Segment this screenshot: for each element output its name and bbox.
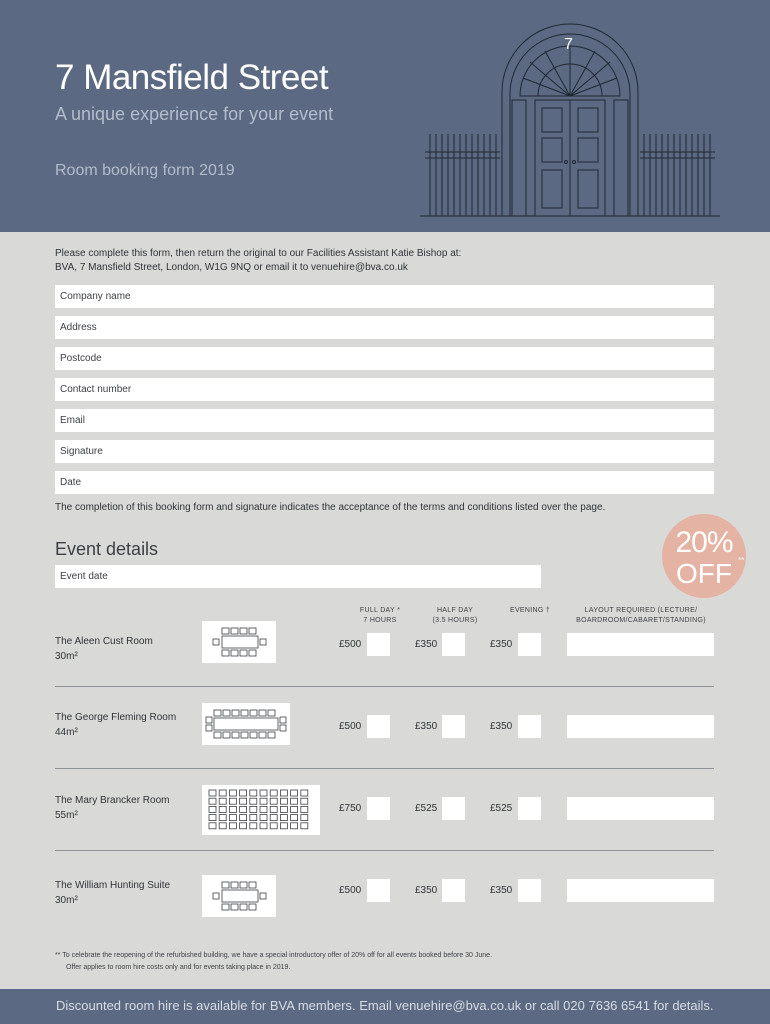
half-day-checkbox[interactable] [442, 879, 465, 902]
seat-icon [291, 806, 298, 812]
discount-badge [662, 514, 746, 598]
room-name: The George Fleming Room [55, 712, 177, 723]
date-field[interactable] [55, 471, 714, 494]
seat-icon [209, 815, 216, 821]
seat-icon [229, 806, 236, 812]
footnote [55, 950, 492, 974]
contact-number-field[interactable] [55, 378, 714, 401]
row-divider [55, 686, 714, 687]
evening-checkbox[interactable] [518, 797, 541, 820]
seat-icon [250, 806, 257, 812]
event-date-field[interactable] [55, 565, 541, 588]
seat-icon [240, 806, 247, 812]
seat-icon [219, 815, 226, 821]
seat-icon [291, 798, 298, 804]
layout-required-field[interactable] [567, 879, 714, 902]
boardroom-layout-thumbnail [202, 621, 276, 663]
page-title: 7 Mansfield Street [55, 58, 329, 97]
price-half-day: £350 [415, 885, 438, 896]
layout-required-field[interactable] [567, 797, 714, 820]
col-header-half-day [420, 606, 490, 626]
room-name: The William Hunting Suite [55, 880, 171, 891]
seat-icon [260, 790, 267, 796]
field-label: Contact number [60, 384, 132, 395]
event-details-heading: Event details [55, 539, 159, 559]
lecture-layout-thumbnail [202, 785, 320, 835]
seat-icon [301, 798, 308, 804]
layout-required-field[interactable] [567, 715, 714, 738]
price-evening: £350 [490, 639, 513, 650]
seat-icon [219, 823, 226, 829]
room-row-george-fleming [55, 710, 176, 740]
company-name-field[interactable] [55, 285, 714, 308]
seat-icon [240, 798, 247, 804]
seat-icon [209, 798, 216, 804]
evening-checkbox[interactable] [518, 879, 541, 902]
seat-icon [260, 823, 267, 829]
seat-icon [219, 790, 226, 796]
col-full-day: FULL DAY * [359, 607, 401, 614]
seat-icon [240, 815, 247, 821]
address-field[interactable] [55, 316, 714, 339]
seat-icon [280, 823, 287, 829]
seat-icon [250, 823, 257, 829]
email-field[interactable] [55, 409, 714, 432]
full-day-checkbox[interactable] [367, 797, 390, 820]
field-label: Postcode [60, 353, 102, 364]
room-row-mary-brancker [55, 793, 169, 823]
field-label: Email [60, 415, 86, 426]
seat-icon [219, 806, 226, 812]
seat-icon [240, 823, 247, 829]
price-evening: £350 [490, 885, 513, 896]
col-evening: EVENING † [509, 607, 551, 614]
seat-icon [229, 815, 236, 821]
price-full-day: £500 [339, 721, 362, 732]
footer-banner [0, 989, 770, 1024]
seat-icon [291, 823, 298, 829]
badge-stars: ** [738, 556, 745, 565]
seat-icon [270, 790, 277, 796]
price-evening: £350 [490, 721, 513, 732]
seat-icon [270, 815, 277, 821]
seat-icon [229, 798, 236, 804]
seat-icon [270, 823, 277, 829]
intro-line-1: Please complete this form, then return the original to our Facilities Assistant Katie Bishop at: [55, 248, 462, 259]
seat-icon [270, 798, 277, 804]
badge-off: OFF [676, 558, 732, 589]
col-header-layout [560, 606, 722, 626]
col-half-day: HALF DAY [436, 607, 474, 614]
seat-icon [209, 823, 216, 829]
full-day-checkbox[interactable] [367, 715, 390, 738]
col-layout-sub: BOARDROOM/CABARET/STANDING) [576, 617, 706, 624]
room-name: The Aleen Cust Room [55, 636, 153, 647]
room-row-aleen-cust [55, 634, 153, 664]
seat-icon [280, 790, 287, 796]
seat-icon [260, 815, 267, 821]
room-name: The Mary Brancker Room [55, 795, 170, 806]
field-label: Date [60, 477, 82, 488]
seat-icon [250, 815, 257, 821]
evening-checkbox[interactable] [518, 633, 541, 656]
row-divider [55, 768, 714, 769]
room-row-william-hunting [55, 878, 170, 908]
field-label: Signature [60, 446, 103, 457]
terms-notice: The completion of this booking form and signature indicates the acceptance of the terms and conditions listed over the page. [55, 502, 606, 513]
room-size: 30m² [55, 895, 78, 906]
price-half-day: £350 [415, 721, 438, 732]
seat-icon [280, 806, 287, 812]
field-label: Company name [60, 291, 131, 302]
door-number: 7 [564, 36, 573, 53]
price-half-day: £525 [415, 803, 438, 814]
seat-icon [301, 815, 308, 821]
seat-icon [280, 798, 287, 804]
seat-icon [229, 823, 236, 829]
seat-icon [280, 815, 287, 821]
seat-icon [260, 806, 267, 812]
boardroom-layout-thumbnail [202, 875, 276, 917]
seat-icon [301, 790, 308, 796]
seat-icon [291, 815, 298, 821]
footnote-line-1: ** To celebrate the reopening of the refurbished building, we have a special introductory offer of 20% off for all events booked before 30 June. [55, 952, 493, 959]
footer-text: Discounted room hire is available for BVA members. Email venuehire@bva.co.uk or call 020 7636 6541 for details. [56, 998, 714, 1013]
col-header-evening [500, 606, 560, 616]
half-day-checkbox[interactable] [442, 633, 465, 656]
price-evening: £525 [490, 803, 513, 814]
full-day-checkbox[interactable] [367, 879, 390, 902]
seat-icon [240, 790, 247, 796]
seat-icon [229, 790, 236, 796]
col-layout: LAYOUT REQUIRED (LECTURE/ [584, 607, 698, 614]
layout-required-field[interactable] [567, 633, 714, 656]
full-day-checkbox[interactable] [367, 633, 390, 656]
field-label: Address [60, 322, 97, 333]
intro-line-2: BVA, 7 Mansfield Street, London, W1G 9NQ or email it to venuehire@bva.co.uk [55, 262, 408, 273]
seat-icon [250, 798, 257, 804]
field-label: Event date [60, 571, 108, 582]
price-full-day: £500 [339, 639, 362, 650]
page-subtitle: A unique experience for your event [55, 104, 334, 124]
seat-icon [219, 798, 226, 804]
seat-icon [301, 823, 308, 829]
room-size: 55m² [55, 810, 78, 821]
seat-icon [301, 806, 308, 812]
evening-checkbox[interactable] [518, 715, 541, 738]
railings-right [640, 134, 715, 216]
railings-left [425, 134, 500, 216]
seat-icon [270, 806, 277, 812]
half-day-checkbox[interactable] [442, 797, 465, 820]
seat-icon [209, 806, 216, 812]
price-full-day: £500 [339, 885, 362, 896]
seat-icon [260, 798, 267, 804]
col-header-full-day [350, 606, 410, 626]
room-size: 44m² [55, 727, 78, 738]
seat-icon [209, 790, 216, 796]
col-full-day-sub: 7 HOURS [363, 617, 397, 624]
seat-icon [250, 790, 257, 796]
row-divider [55, 850, 714, 851]
intro-text [55, 247, 695, 275]
signature-field[interactable] [55, 440, 714, 463]
header-banner [0, 0, 770, 232]
footnote-line-2: Offer applies to room hire costs only and for events taking place in 2019. [66, 964, 291, 971]
postcode-field[interactable] [55, 347, 714, 370]
price-half-day: £350 [415, 639, 438, 650]
form-year-label: Room booking form 2019 [55, 162, 235, 179]
boardroom-layout-thumbnail [202, 703, 290, 745]
room-size: 30m² [55, 651, 78, 662]
price-full-day: £750 [339, 803, 362, 814]
half-day-checkbox[interactable] [442, 715, 465, 738]
seat-icon [291, 790, 298, 796]
col-half-day-sub: (3.5 HOURS) [432, 617, 478, 624]
badge-percent: 20% [675, 526, 733, 559]
